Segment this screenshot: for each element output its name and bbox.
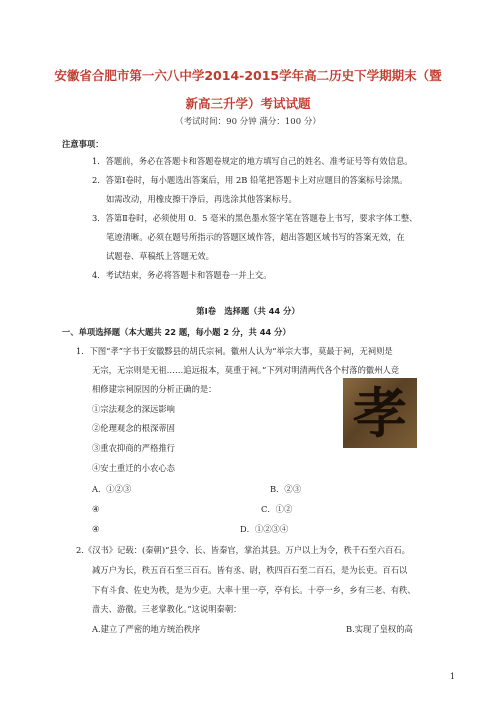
- q1-statement: ③重农抑商的严格推行: [92, 443, 175, 453]
- page-number: 1: [450, 672, 456, 681]
- xiao-calligraphy-image: [343, 378, 417, 448]
- title-line-1: 安徽省合肥市第一六八中学2014-2015学年高二历史下学期期末（暨: [54, 68, 442, 83]
- q2-option-b: B.实现了皇权的高: [346, 624, 413, 634]
- notice-line: 3．答第Ⅱ卷时，必须使用 0．5 毫米的黑色墨水签字笔在答题卷上书写，要求字体工整、: [92, 213, 418, 223]
- q1-stem: 1．下图“孝”字书于安徽黟县的胡氏宗祠。徽州人认为“举宗大事，莫最于祠，无祠则是: [76, 346, 393, 356]
- q1-statement: ④安土重迁的小农心态: [92, 463, 175, 473]
- q1-option-b-cont: ④: [92, 504, 100, 514]
- q1-option-d: D．①②③④: [240, 524, 289, 534]
- notice-line: 4．考试结束，务必将答题卡和答题卷一并上交。: [92, 270, 272, 280]
- q1-statement: ②伦理观念的根深蒂固: [92, 423, 175, 433]
- q1-option-c-cont: ④: [92, 524, 100, 534]
- q1-statement: ①宗法观念的深远影响: [92, 404, 175, 414]
- q1-stem: 相修建宗祠原因的分析正确的是：: [92, 384, 217, 394]
- q2-option-a: A.建立了严密的地方统治秩序: [92, 624, 201, 634]
- q2-stem: 啬夫、游徼。三老掌教化。”这说明秦朝：: [92, 604, 242, 614]
- q2-stem: 2.《汉书》记载：(秦朝)“县令、长、皆秦官，掌治其县。万户以上为令，秩千石至六百石。: [76, 545, 410, 555]
- q2-stem: 减万户为长，秩五百石至三百石。皆有丞、尉，秩四百石至二百石，是为长吏。百石以: [92, 565, 408, 575]
- part-heading: 一、单项选择题（本大题共 22 题，每小题 2 分，共 44 分）: [62, 327, 291, 337]
- notice-line: 试题卷、草稿纸上答题无效。: [106, 251, 214, 261]
- notice-line: 1．答题前，务必在答题卡和答题卷规定的地方填写自己的姓名、准考证号等有效信息。: [92, 156, 413, 166]
- notice-line: 笔迹清晰。必须在题号所指示的答题区域作答，超出答题区域书写的答案无效，在: [106, 232, 405, 242]
- notice-line: 2．答第Ⅰ卷时，每小题选出答案后，用 2B 铅笔把答题卡上对应题目的答案标号涂黑。: [92, 175, 408, 185]
- section-title: 第Ⅰ卷 选择题（共 44 分）: [196, 306, 300, 316]
- notice-line: 如需改动，用橡皮擦干净后，再选涂其他答案标号。: [106, 194, 297, 204]
- xiao-character: 孝: [353, 381, 407, 445]
- notice-heading: 注意事项：: [62, 139, 104, 149]
- q1-option-b: B．②③: [270, 484, 301, 494]
- q1-option-a: A．①②③: [92, 484, 132, 494]
- title-line-2: 新高三升学）考试试题: [185, 96, 311, 111]
- q1-stem: 无宗，无宗则是无祖……追远报本，莫重于祠。”下列对明清两代各个村落的徽州人竞: [92, 365, 400, 375]
- q2-stem: 下有斗食、佐史为秩，是为少吏。大率十里一亭，亭有长。十亭一乡，乡有三老、有秩、: [92, 585, 416, 595]
- q1-option-c: C．①②: [261, 504, 293, 514]
- exam-meta: （考试时间：90 分钟 满分：100 分）: [175, 117, 321, 127]
